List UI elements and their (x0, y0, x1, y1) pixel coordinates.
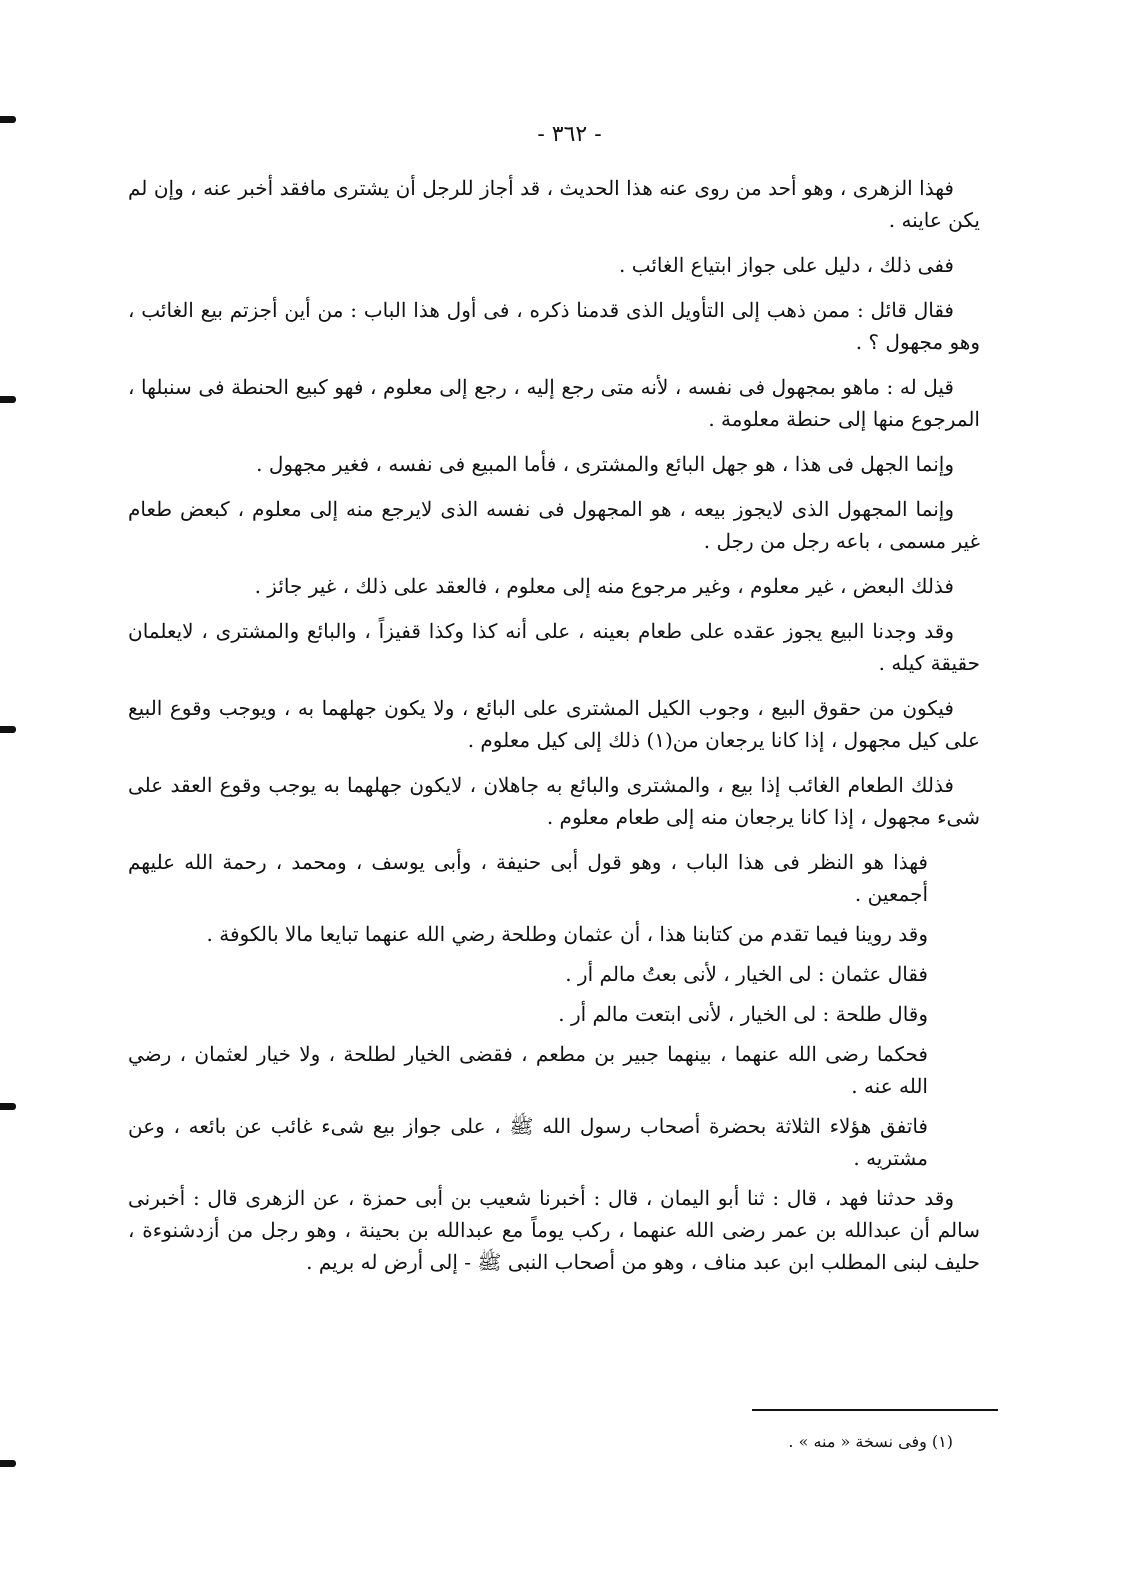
indented-line: فحكما رضى الله عنهما ، بينهما جبير بن مطعم ، فقضى الخيار لطلحة ، ولا خيار لعثمان ، رضي الله عنه . (128, 1042, 928, 1098)
footnote: (١) وفى نسخة « منه » . (788, 1432, 953, 1451)
margin-mark (0, 726, 16, 733)
paragraph: فقال قائل : ممن ذهب إلى التأويل الذى قدمنا ذكره ، فى أول هذا الباب : من أين أجزتم بيع الغائب ، وهو مجهول ؟ . (128, 298, 980, 354)
paragraph: فذلك الطعام الغائب إذا بيع ، والمشترى والبائع به جاهلان ، لايكون جهلهما به يوجب وقوع العقد على شىء مجهول ، إذا كانا يرجعان منه إلى طعام معلوم . (128, 773, 980, 829)
indented-line: فقال عثمان : لى الخيار ، لأنى بعتُ مالم أر . (565, 962, 928, 986)
main-text (128, 172, 980, 1291)
paragraph: فيكون من حقوق البيع ، وجوب الكيل المشترى على البائع ، ولا يكون جهلهما به ، ويوجب وقوع البيع على كيل مجهول ، إذا كانا يرجعان من(١) ذلك إلى كيل معلوم . (128, 696, 980, 752)
margin-mark (0, 396, 16, 403)
paragraph: وقد وجدنا البيع يجوز عقده على طعام بعينه ، على أنه كذا وكذا قفيزاً ، والبائع والمشترى ، لايعلمان حقيقة كيله . (128, 619, 980, 675)
footnote-divider (752, 1409, 998, 1411)
indented-line: وقد روينا فيما تقدم من كتابنا هذا ، أن عثمان وطلحة رضي الله عنهما تبايعا مالا بالكوفة . (206, 922, 928, 946)
page-number: - ٣٦٢ - (537, 122, 602, 147)
paragraph: فهذا الزهرى ، وهو أحد من روى عنه هذا الحديث ، قد أجاز للرجل أن يشترى مافقد أخبر عنه ، وإن لم يكن عاينه . (128, 176, 980, 232)
margin-mark (0, 1460, 16, 1467)
final-paragraph: وقد حدثنا فهد ، قال : ثنا أبو اليمان ، قال : أخبرنا شعيب بن أبى حمزة ، عن الزهرى قال : أخبرنى سالم أن عبدالله بن عمر رضى الله عنهما ، ركب يوماً مع عبدالله بن بحينة ، وهو رجل من أزدشنوءة ، حليف لبنى المطلب ابن عبد مناف ، وهو من أصحاب النبى ﷺ - إلى أرض له بريم . (128, 1186, 980, 1274)
paragraph: وإنما المجهول الذى لايجوز بيعه ، هو المجهول فى نفسه الذى لايرجع منه إلى معلوم ، كبعض طعام غير مسمى ، باعه رجل من رجل . (128, 497, 980, 553)
margin-mark (0, 1103, 16, 1110)
indented-line: فاتفق هؤلاء الثلاثة بحضرة أصحاب رسول الله ﷺ ، على جواز بيع شىء غائب عن بائعه ، وعن مشتريه . (128, 1114, 928, 1170)
indented-line: وقال طلحة : لى الخيار ، لأنى ابتعت مالم أر . (558, 1002, 928, 1026)
margin-mark (0, 116, 16, 123)
indented-line: فهذا هو النظر فى هذا الباب ، وهو قول أبى حنيفة ، وأبى يوسف ، ومحمد ، رحمة الله عليهم أجمعين . (128, 850, 928, 906)
paragraph: وإنما الجهل فى هذا ، هو جهل البائع والمشترى ، فأما المبيع فى نفسه ، فغير مجهول . (256, 452, 954, 476)
paragraph: ففى ذلك ، دليل على جواز ابتياع الغائب . (618, 253, 954, 277)
paragraph: فذلك البعض ، غير معلوم ، وغير مرجوع منه إلى معلوم ، فالعقد على ذلك ، غير جائز . (254, 574, 954, 598)
paragraph: قيل له : ماهو بمجهول فى نفسه ، لأنه متى رجع إليه ، رجع إلى معلوم ، فهو كبيع الحنطة فى سنبلها ، المرجوع منها إلى حنطة معلومة . (128, 375, 980, 431)
